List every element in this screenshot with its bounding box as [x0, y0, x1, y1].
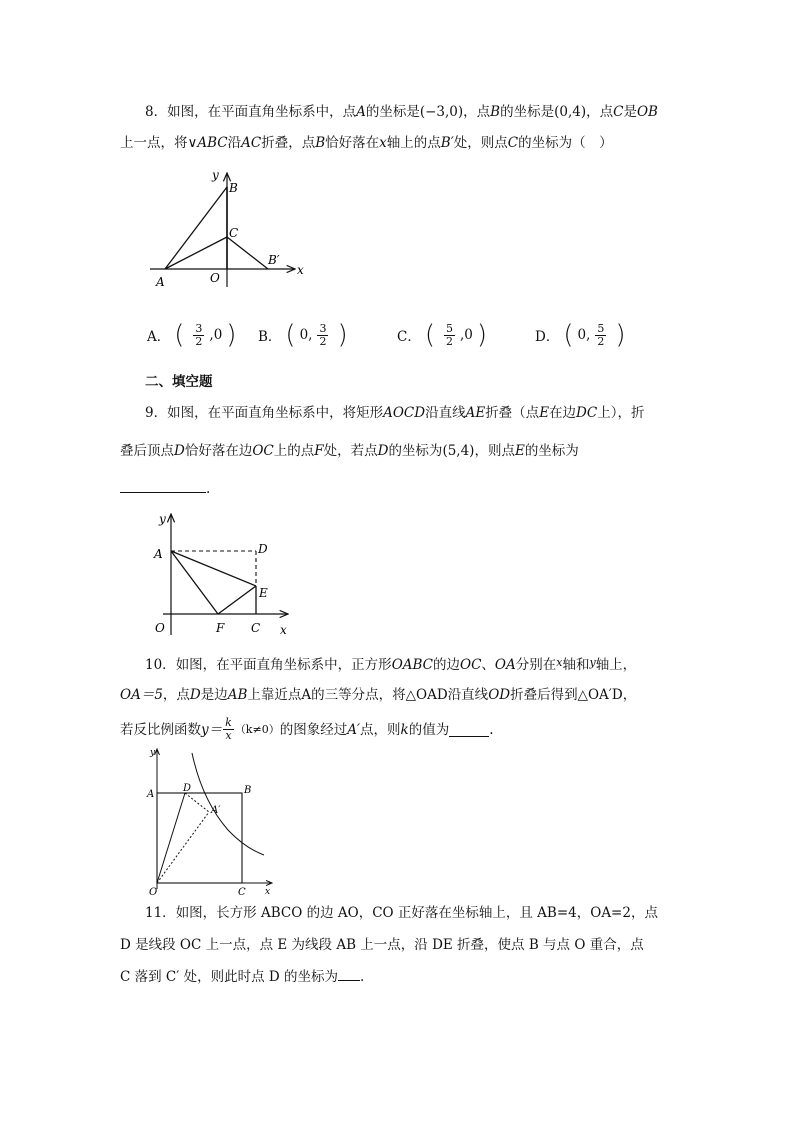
- q10-label-aprime: A′: [211, 805, 221, 816]
- q8-text: 处，则点: [453, 135, 508, 151]
- q8-text: 的坐标为（ ）: [518, 135, 613, 151]
- q10-number: 10．: [145, 657, 176, 673]
- q8-segment-ob: OB: [636, 104, 658, 120]
- q9-rect: AOCD: [383, 405, 426, 421]
- q9-label-o: O: [155, 621, 165, 635]
- q10-text: 、: [481, 657, 495, 673]
- q10-side-oc: OC: [460, 657, 482, 673]
- q10-point-d: D: [189, 687, 201, 703]
- q10-text: 若反比例函数: [120, 721, 201, 738]
- q9-text: 如图，在平面直角坐标系中，将矩形: [167, 405, 384, 421]
- q8-point-c: C: [613, 104, 624, 120]
- q10-eq: OA＝5: [120, 687, 163, 703]
- q10-func: y＝: [201, 721, 223, 738]
- q11-line3: [120, 966, 364, 987]
- paren-left: (: [563, 320, 574, 350]
- option-letter: D．: [535, 329, 560, 345]
- q9-answer-blank[interactable]: [120, 478, 206, 493]
- q10-text: ，: [622, 687, 637, 703]
- q8-triangle: ∨ABC: [187, 135, 228, 151]
- q10-segment-od: [157, 793, 185, 883]
- q8-line2: [120, 133, 613, 153]
- q10-text: 的值为: [408, 721, 450, 738]
- option-pre: 0,: [299, 327, 313, 343]
- paren-right: ): [615, 320, 626, 350]
- q8-text: 的坐标是: [365, 104, 420, 120]
- q11-text: C 落到 C′ 处，则此时点 D 的坐标为: [120, 969, 339, 985]
- q9-text: 上的点: [273, 443, 315, 459]
- q8-number: 8．: [145, 104, 168, 120]
- q10-line2: [120, 685, 636, 705]
- q10-text: 的图象经过: [279, 721, 348, 738]
- q10-figure: [140, 745, 280, 897]
- q10-square: [157, 793, 242, 883]
- q10-square: OABC: [391, 657, 434, 673]
- q8-text: 如图，在平面直角坐标系中，点: [167, 104, 357, 120]
- q9-number: 9．: [145, 405, 168, 421]
- q8-figure: [140, 165, 320, 295]
- q10-text: 轴上，: [595, 657, 637, 673]
- q9-side-dc: DC: [576, 405, 598, 421]
- q9-line2: [120, 441, 579, 461]
- q9-label-x: x: [280, 623, 287, 637]
- q9-point-d: D: [377, 443, 389, 459]
- q8-label-a: A: [156, 275, 165, 289]
- q9-end: .: [206, 481, 211, 497]
- q10-text: ，点: [162, 687, 190, 703]
- fraction-num: k: [225, 716, 232, 729]
- q8-line1: [145, 102, 658, 122]
- q10-label-d: D: [183, 783, 192, 794]
- q8-label-y: y: [212, 168, 219, 182]
- q9-text: 的坐标为: [388, 443, 443, 459]
- q9-text: 沿直线: [425, 405, 466, 421]
- q10-segment-oap: [157, 812, 209, 883]
- q9-label-a: A: [154, 547, 163, 561]
- q9-text: 的坐标为: [524, 443, 579, 459]
- q10-label-x: x: [265, 887, 271, 897]
- paren-left: (: [424, 320, 435, 350]
- q8-point-b: B: [490, 104, 501, 120]
- q10-k: k: [400, 721, 409, 738]
- option-letter: A．: [147, 329, 171, 345]
- q8-option-b[interactable]: [258, 322, 348, 348]
- paren-left: (: [285, 320, 296, 350]
- q10-fraction: [223, 717, 234, 742]
- q10-line-od: OD: [488, 687, 511, 703]
- q8-segment-ab: [165, 187, 227, 269]
- q9-side-oc: OC: [252, 443, 274, 459]
- option-post: ,0: [209, 327, 223, 343]
- q10-text: 上靠近点A的三等分点，将: [247, 687, 406, 703]
- option-pre: 0,: [577, 327, 591, 343]
- option-fraction: [444, 323, 455, 348]
- q10-text: 是边: [200, 687, 228, 703]
- q11-text: 如图，长方形 ABCO 的边 AO，CO 正好落在坐标轴上，且 AB=4，OA=2，点: [175, 905, 658, 921]
- fraction-den: 2: [319, 334, 327, 348]
- q8-point-bprime: B′: [440, 135, 454, 151]
- q9-label-e: E: [259, 586, 268, 600]
- q11-line2: [120, 935, 644, 955]
- option-letter: B．: [258, 329, 282, 345]
- q10-label-c: C: [238, 887, 246, 897]
- q8-segment-cbprime: [227, 237, 268, 269]
- fraction-den: 2: [597, 334, 605, 348]
- option-letter: C．: [397, 329, 421, 345]
- q9-text: 处，若点: [323, 443, 378, 459]
- q8-segment-ac: [165, 237, 227, 269]
- q8-option-c[interactable]: [397, 322, 487, 348]
- q8-label-b: B: [229, 181, 238, 195]
- q9-label-d: D: [258, 542, 268, 556]
- q8-segment-ac: AC: [241, 135, 262, 151]
- q8-text: 恰好落在: [325, 135, 380, 151]
- q10-text: 轴和: [562, 657, 590, 673]
- q8-label-o: O: [210, 271, 220, 285]
- q8-coord-b: (0,4): [554, 104, 587, 120]
- fraction-num: 5: [597, 321, 605, 335]
- fraction-den: 2: [195, 334, 203, 348]
- q10-text: 的边: [433, 657, 461, 673]
- q8-option-d[interactable]: [535, 322, 626, 348]
- q9-text: 恰好落在边: [184, 443, 253, 459]
- option-fraction: [317, 323, 328, 348]
- q8-label-x: x: [297, 263, 304, 277]
- q9-point-d: D: [174, 443, 185, 459]
- q10-label-b: B: [244, 785, 252, 796]
- q8-option-a[interactable]: [147, 322, 236, 348]
- q9-line1: [145, 403, 644, 423]
- q9-answer-line: [120, 478, 210, 499]
- q11-text: D 是线段 OC 上一点，点 E 为线段 AB 上一点，沿 DE 折叠，使点 B 与点 O 重合，点: [120, 937, 644, 953]
- q11-number: 11．: [145, 905, 176, 921]
- fraction-den: 2: [446, 334, 453, 348]
- q8-point-c: C: [507, 135, 519, 151]
- paren-right: ): [226, 320, 237, 350]
- q10-text: 沿直线: [447, 687, 489, 703]
- q8-text: 是: [623, 104, 637, 120]
- fraction-num: 3: [195, 321, 203, 335]
- q8-point-b: B: [315, 135, 326, 151]
- q11-answer-blank[interactable]: [338, 966, 360, 981]
- q9-point-f: F: [314, 443, 324, 459]
- q10-tri-oapd: △OA′D: [577, 687, 623, 703]
- paren-right: ): [476, 320, 488, 350]
- q10-y: y: [589, 656, 596, 669]
- q8-x: x: [379, 135, 387, 151]
- q10-tri-oad: △OAD: [405, 687, 448, 703]
- q9-label-y: y: [159, 512, 166, 526]
- q10-text: 点，则: [360, 721, 401, 738]
- q9-segment-fe: [218, 586, 256, 614]
- q8-text: ，点: [586, 104, 614, 120]
- q8-label-bprime: B′: [268, 253, 280, 267]
- q10-label-o: O: [149, 887, 158, 897]
- q10-hyperbola: [192, 753, 264, 855]
- q10-label-a: A: [147, 789, 155, 800]
- q9-figure: [145, 508, 295, 640]
- option-post: ,0: [460, 327, 473, 343]
- q10-line1: [145, 653, 636, 675]
- fraction-num: 5: [446, 321, 453, 335]
- q11-end: .: [360, 969, 365, 985]
- q8-text: 轴上的点: [386, 135, 441, 151]
- q10-answer-blank[interactable]: [449, 722, 489, 737]
- q10-cond: （k≠0）: [234, 722, 280, 736]
- q9-text: 叠后顶点: [120, 443, 174, 459]
- q10-point-aprime: A′: [347, 721, 361, 738]
- q9-label-c: C: [251, 621, 261, 635]
- option-fraction: [595, 323, 606, 348]
- q10-side-oa: OA: [494, 657, 516, 673]
- q10-side-ab: AB: [227, 687, 248, 703]
- q10-segment-dap: [185, 793, 209, 812]
- q8-coord-a: (−3,0): [419, 104, 464, 120]
- q8-point-a: A: [356, 104, 366, 120]
- q9-text: 在边: [549, 405, 577, 421]
- q8-label-c: C: [229, 226, 239, 240]
- q8-text: 上一点，将: [120, 135, 188, 151]
- paren-right: ): [337, 320, 348, 350]
- paren-left: (: [174, 320, 185, 350]
- q9-label-f: F: [216, 621, 225, 635]
- q9-text: ，则点: [474, 443, 515, 459]
- q10-x: x: [556, 656, 563, 669]
- q8-text: 的坐标是: [500, 104, 555, 120]
- q10-line3: [120, 717, 494, 742]
- q9-text: 上），折: [597, 405, 645, 421]
- q9-line-ae: AE: [465, 405, 486, 421]
- section-heading: 二、填空题: [145, 374, 213, 390]
- q11-line1: [145, 903, 658, 923]
- fraction-den: x: [225, 729, 232, 742]
- q10-text: 折叠后得到: [510, 687, 578, 703]
- q10-label-y: y: [150, 748, 156, 758]
- option-fraction: [193, 323, 204, 348]
- q8-text: ，点: [463, 104, 491, 120]
- q8-text: 折叠，点: [261, 135, 316, 151]
- q9-text: 折叠（点: [485, 405, 540, 421]
- q10-end: .: [489, 721, 494, 738]
- q9-point-e: E: [514, 443, 525, 459]
- q10-text: 分别在: [515, 657, 557, 673]
- q9-coord-d: (5,4): [442, 443, 475, 459]
- q8-text: 沿: [227, 135, 242, 151]
- fraction-num: 3: [319, 321, 327, 335]
- q10-text: 如图，在平面直角坐标系中，正方形: [175, 657, 392, 673]
- q9-point-e: E: [539, 405, 550, 421]
